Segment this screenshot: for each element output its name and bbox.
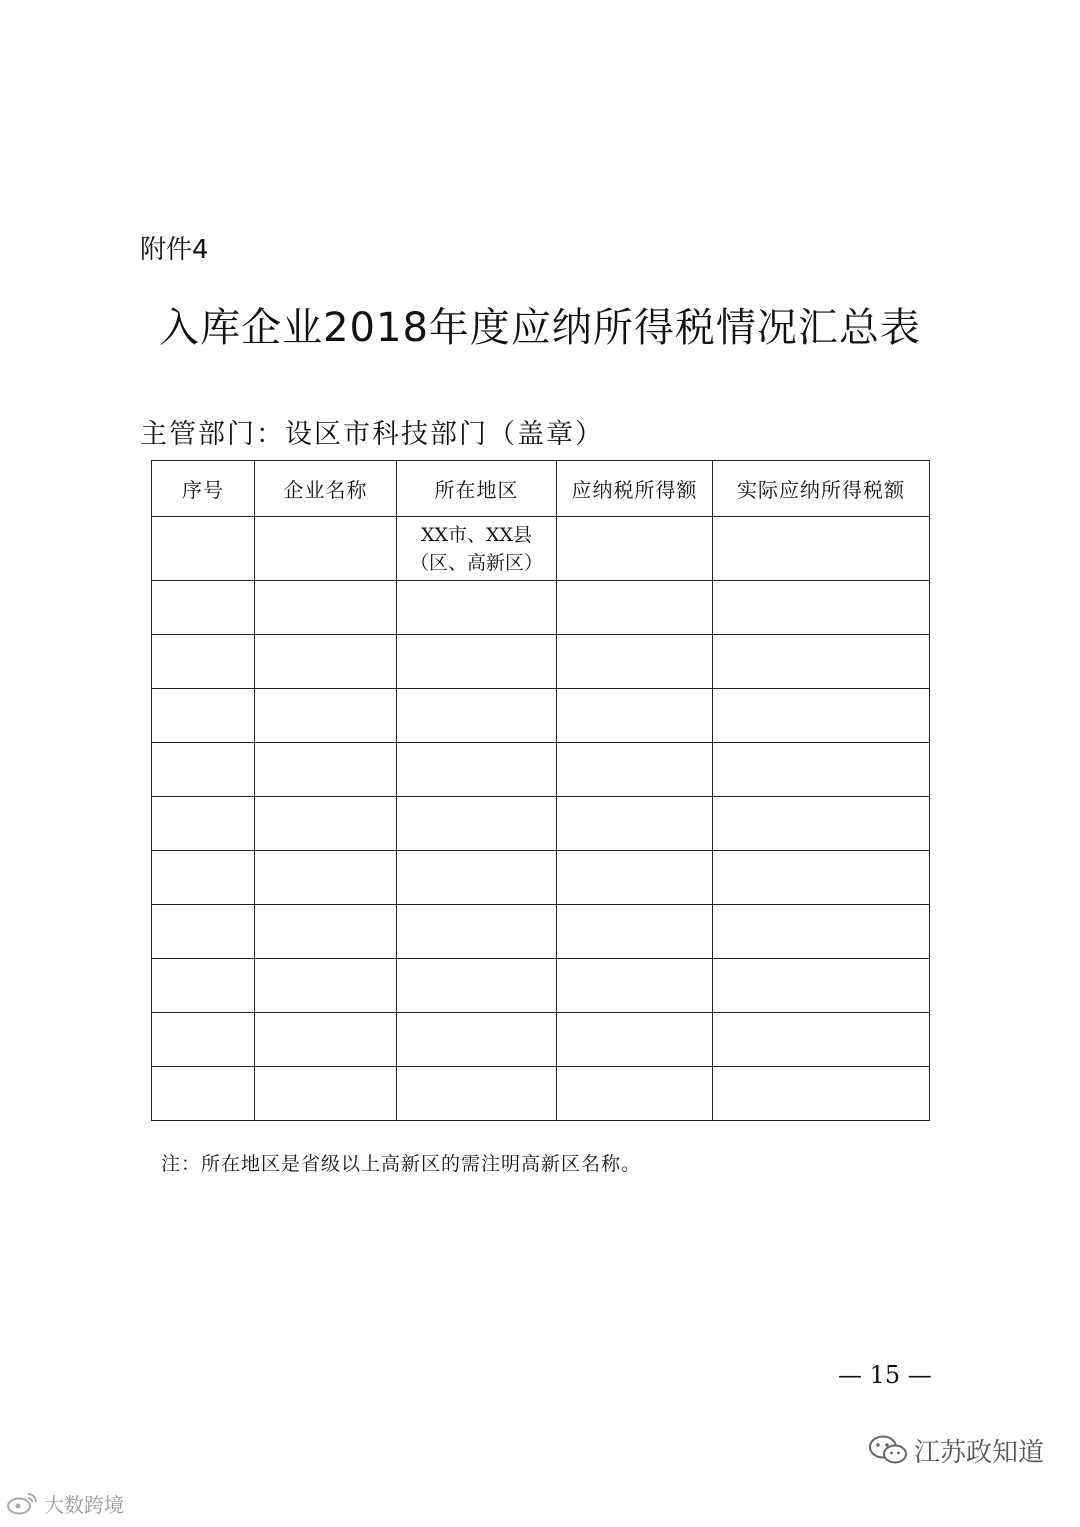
- table-cell: [255, 689, 397, 743]
- wechat-icon: [868, 1434, 908, 1466]
- table-cell: [713, 959, 930, 1013]
- table-row: [152, 959, 930, 1013]
- table-cell: [557, 905, 713, 959]
- table-row: [152, 905, 930, 959]
- table-row: [152, 581, 930, 635]
- table-cell: [557, 689, 713, 743]
- table-cell: [557, 797, 713, 851]
- table-cell: [397, 635, 557, 689]
- table-row: [152, 1067, 930, 1121]
- table-cell: [557, 959, 713, 1013]
- table-cell: [397, 689, 557, 743]
- table-cell: [557, 635, 713, 689]
- department-line: 主管部门：设区市科技部门（盖章）: [140, 419, 604, 450]
- header-actual-tax-payable: 实际应纳所得税额: [713, 461, 930, 517]
- table-cell: [713, 635, 930, 689]
- table-cell: [255, 797, 397, 851]
- table-cell: [713, 581, 930, 635]
- table-cell: [397, 581, 557, 635]
- watermark-left: [6, 1488, 124, 1518]
- table-cell: [557, 517, 713, 581]
- header-company-name: 企业名称: [255, 461, 397, 517]
- weibo-icon: [6, 1491, 40, 1515]
- watermark-right: [868, 1428, 1044, 1472]
- document-title: 入库企业2018年度应纳所得税情况汇总表: [159, 305, 921, 351]
- table-cell: [152, 797, 255, 851]
- table-row: [152, 1013, 930, 1067]
- table-cell: [255, 743, 397, 797]
- table-cell: [255, 1067, 397, 1121]
- footnote: 注：所在地区是省级以上高新区的需注明高新区名称。: [161, 1153, 642, 1175]
- table-cell: [255, 581, 397, 635]
- table-cell: [713, 689, 930, 743]
- table-cell: [255, 635, 397, 689]
- table-row: [152, 635, 930, 689]
- table-cell: [397, 905, 557, 959]
- table-row: [152, 851, 930, 905]
- header-serial-number: 序号: [152, 461, 255, 517]
- table-cell: [255, 959, 397, 1013]
- table-cell: [255, 905, 397, 959]
- table-cell: [397, 851, 557, 905]
- header-region: 所在地区: [397, 461, 557, 517]
- table-cell: [152, 1013, 255, 1067]
- table-cell: [152, 905, 255, 959]
- table-cell: [152, 959, 255, 1013]
- header-taxable-income: 应纳税所得额: [557, 461, 713, 517]
- region-example-line: （区、高新区）: [409, 551, 543, 574]
- region-example-line: XX市、XX县: [420, 523, 533, 546]
- table-header-row: [152, 461, 930, 517]
- table-cell: [397, 1067, 557, 1121]
- table-cell: [713, 743, 930, 797]
- summary-table: [151, 460, 930, 1121]
- table-cell: [557, 581, 713, 635]
- table-cell: [557, 1013, 713, 1067]
- table-cell: [713, 517, 930, 581]
- table-cell: [152, 517, 255, 581]
- table-cell: [713, 1013, 930, 1067]
- table-cell: [397, 797, 557, 851]
- table-cell: [255, 1013, 397, 1067]
- table-cell: [713, 851, 930, 905]
- table-cell: [557, 743, 713, 797]
- watermark-right-text: 江苏政知道: [914, 1437, 1045, 1468]
- table-cell: [397, 743, 557, 797]
- table-row: [152, 517, 930, 581]
- table-cell: [255, 851, 397, 905]
- table-row: [152, 689, 930, 743]
- watermark-left-text: 大数跨境: [44, 1492, 124, 1517]
- region-example-cell: [397, 517, 557, 581]
- table-cell: [713, 797, 930, 851]
- table-cell: [152, 635, 255, 689]
- table-cell: [152, 851, 255, 905]
- table-cell: [713, 905, 930, 959]
- table-cell: [713, 1067, 930, 1121]
- table-cell: [557, 1067, 713, 1121]
- table-cell: [557, 851, 713, 905]
- table-cell: [152, 689, 255, 743]
- table-cell: [152, 1067, 255, 1121]
- table-cell: [152, 743, 255, 797]
- table-cell: [397, 959, 557, 1013]
- table-cell: [152, 581, 255, 635]
- table-cell: [255, 517, 397, 581]
- table-cell: [397, 1013, 557, 1067]
- table-row: [152, 743, 930, 797]
- page-number: — 15 —: [838, 1361, 932, 1389]
- attachment-label: 附件4: [140, 235, 209, 265]
- table-row: [152, 797, 930, 851]
